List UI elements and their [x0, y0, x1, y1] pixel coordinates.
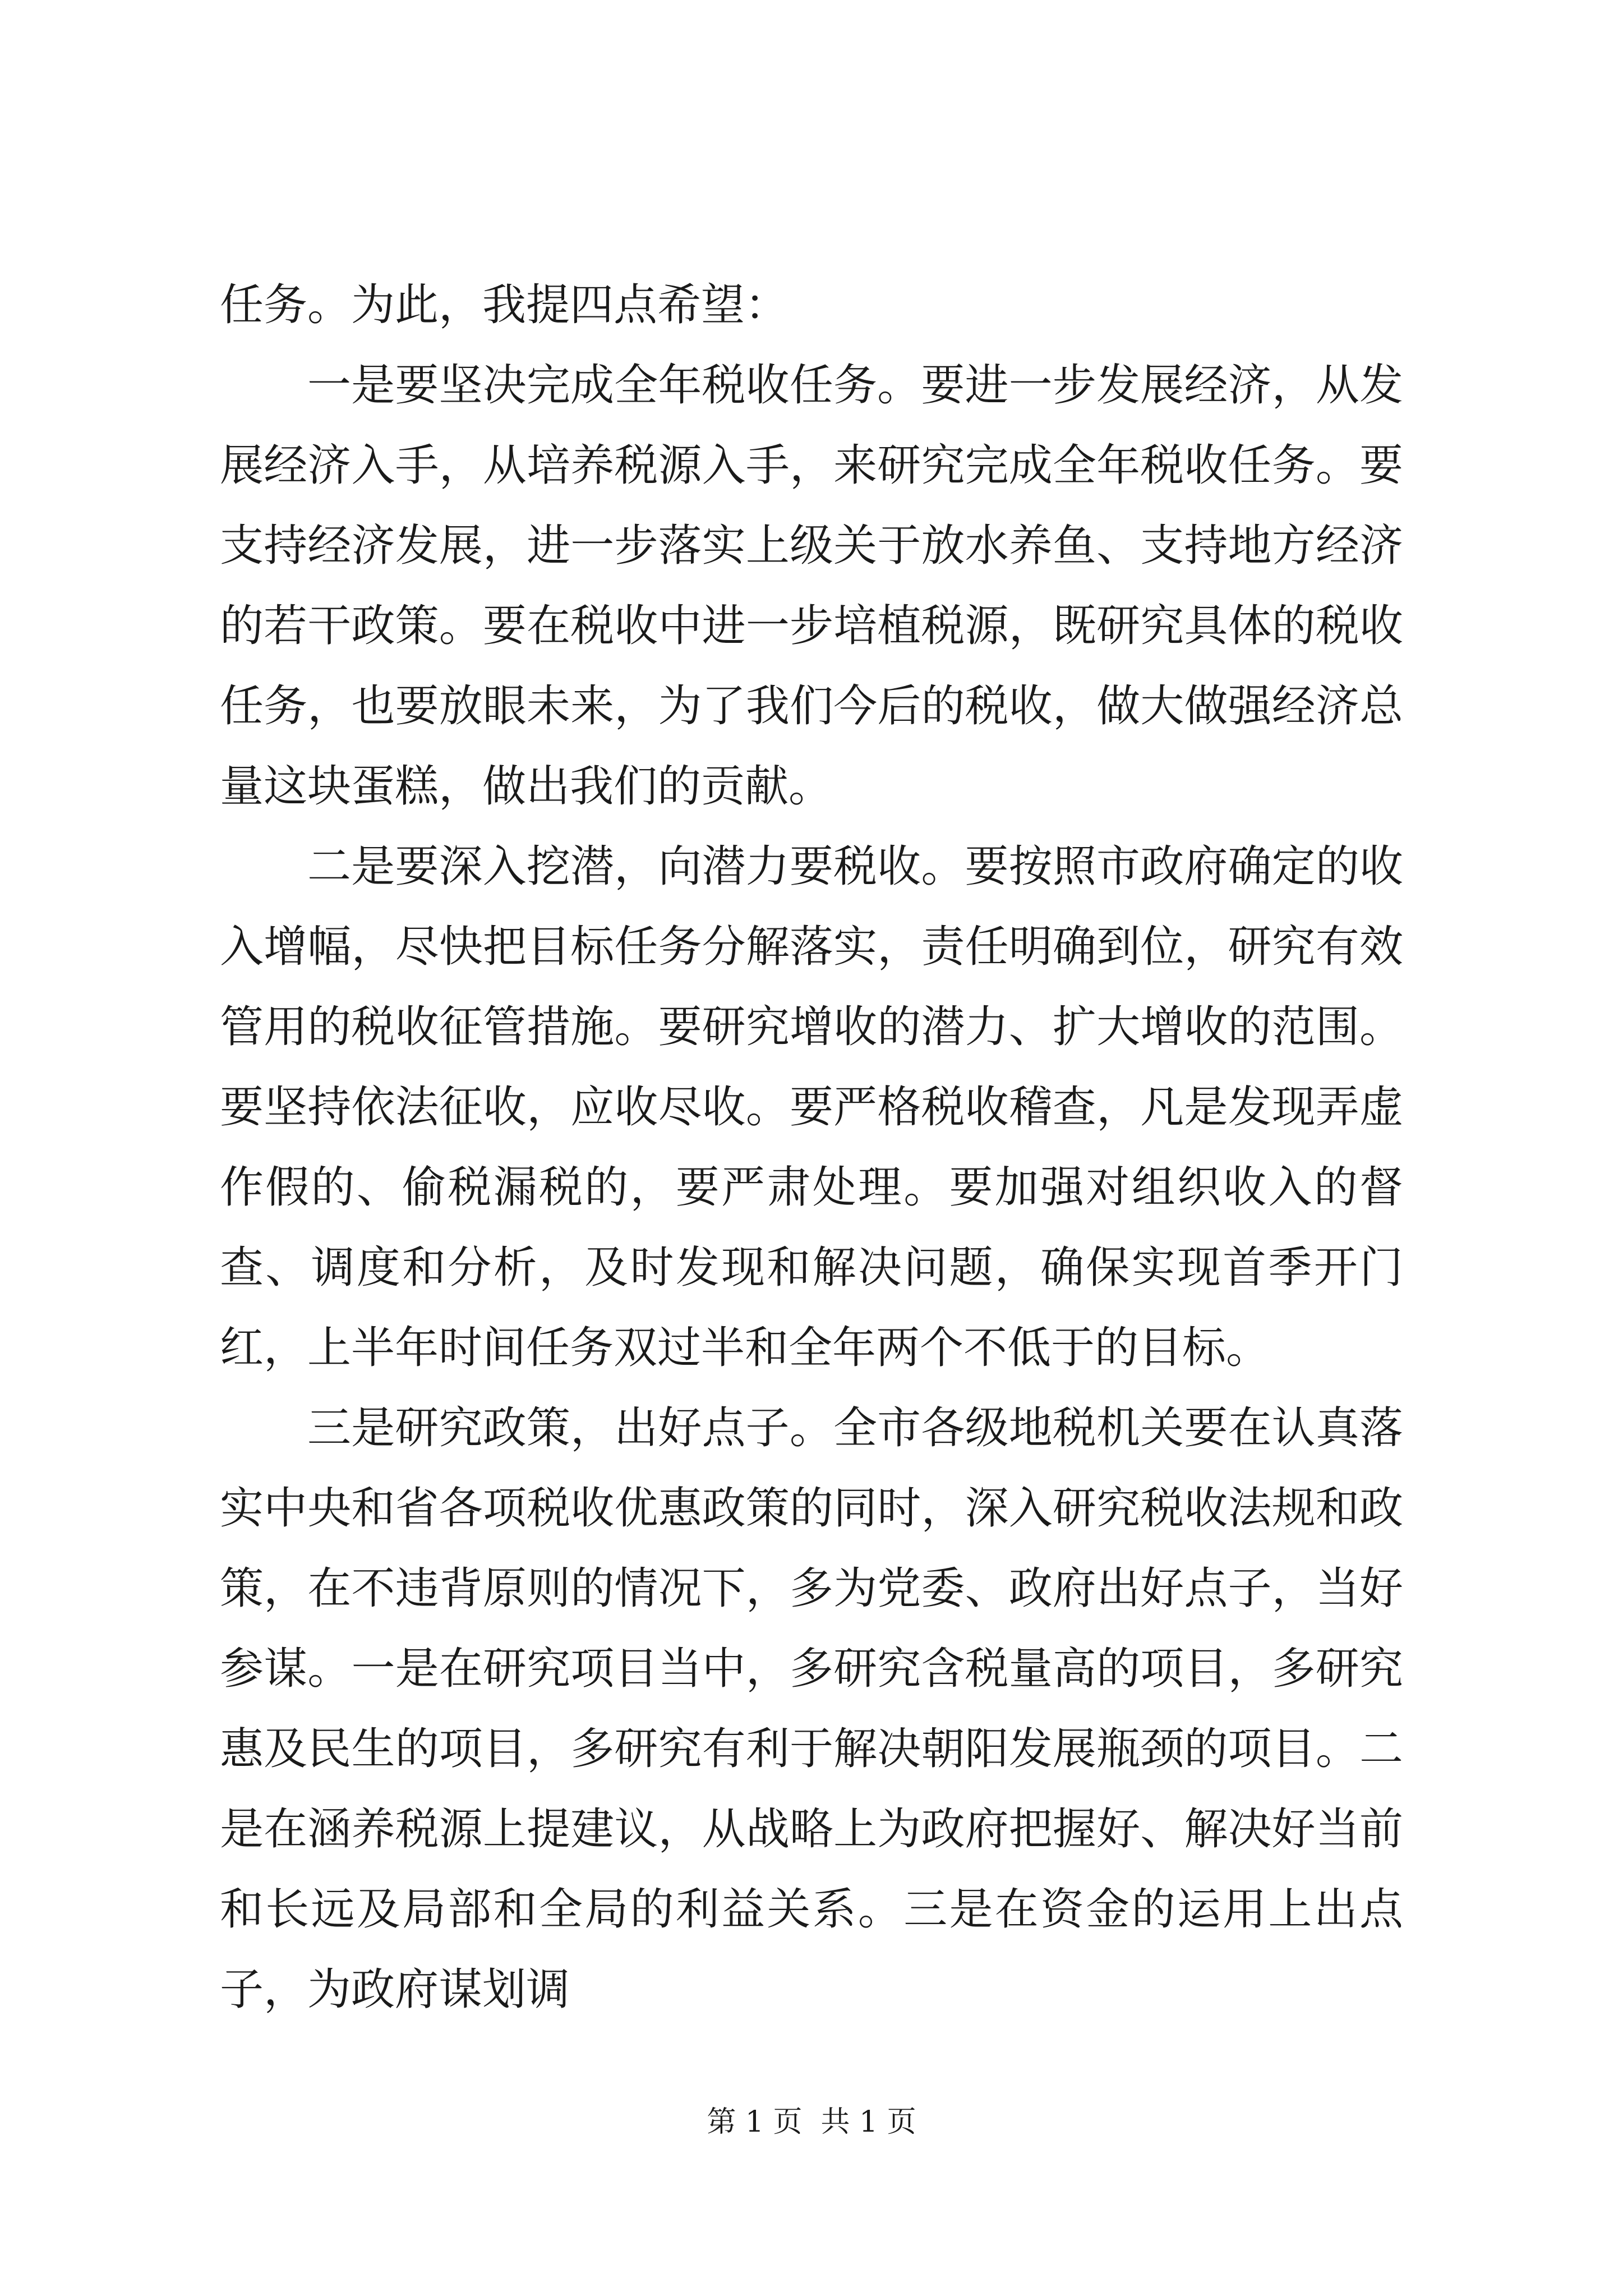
paragraph-point-three: 三是研究政策，出好点子。全市各级地税机关要在认真落实中央和省各项税收优惠政策的同时，深入研究税收法规和政策，在不违背原则的情况下，多为党委、政府出好点子，当好参谋。一是在研究项目当中，多研究含税量高的项目，多研究惠及民生的项目，多研究有利于解决朝阳发展瓶颈的项目。二是在涵养税源上提建议，从战略上为政府把握好、解决好当前和长远及局部和全局的利益关系。三是在资金的运用上出点子，为政府谋划调 [220, 1403, 1403, 2015]
paragraph-point-one: 一是要坚决完成全年税收任务。要进一步发展经济，从发展经济入手，从培养税源入手，来研究完成全年税收任务。要支持经济发展，进一步落实上级关于放水养鱼、支持地方经济的若干政策。要在税收中进一步培植税源，既研究具体的税收任务，也要放眼未来，为了我们今后的税收，做大做强经济总量这块蛋糕，做出我们的贡献。 [220, 360, 1403, 812]
paragraph-point-two: 二是要深入挖潜，向潜力要税收。要按照市政府确定的收入增幅，尽快把目标任务分解落实，责任明确到位，研究有效管用的税收征管措施。要研究增收的潜力、扩大增收的范围。要坚持依法征收，应收尽收。要严格税收稽查，凡是发现弄虚作假的、偷税漏税的，要严肃处理。要加强对组织收入的督查、调度和分析，及时发现和解决问题，确保实现首季开门红，上半年时间任务双过半和全年两个不低于的目标。 [220, 841, 1403, 1373]
paragraph-continuation: 任务。为此，我提四点希望： [220, 280, 789, 330]
page-footer: 第 1 页 共 1 页 [707, 2105, 916, 2139]
document-body [220, 265, 1403, 2030]
